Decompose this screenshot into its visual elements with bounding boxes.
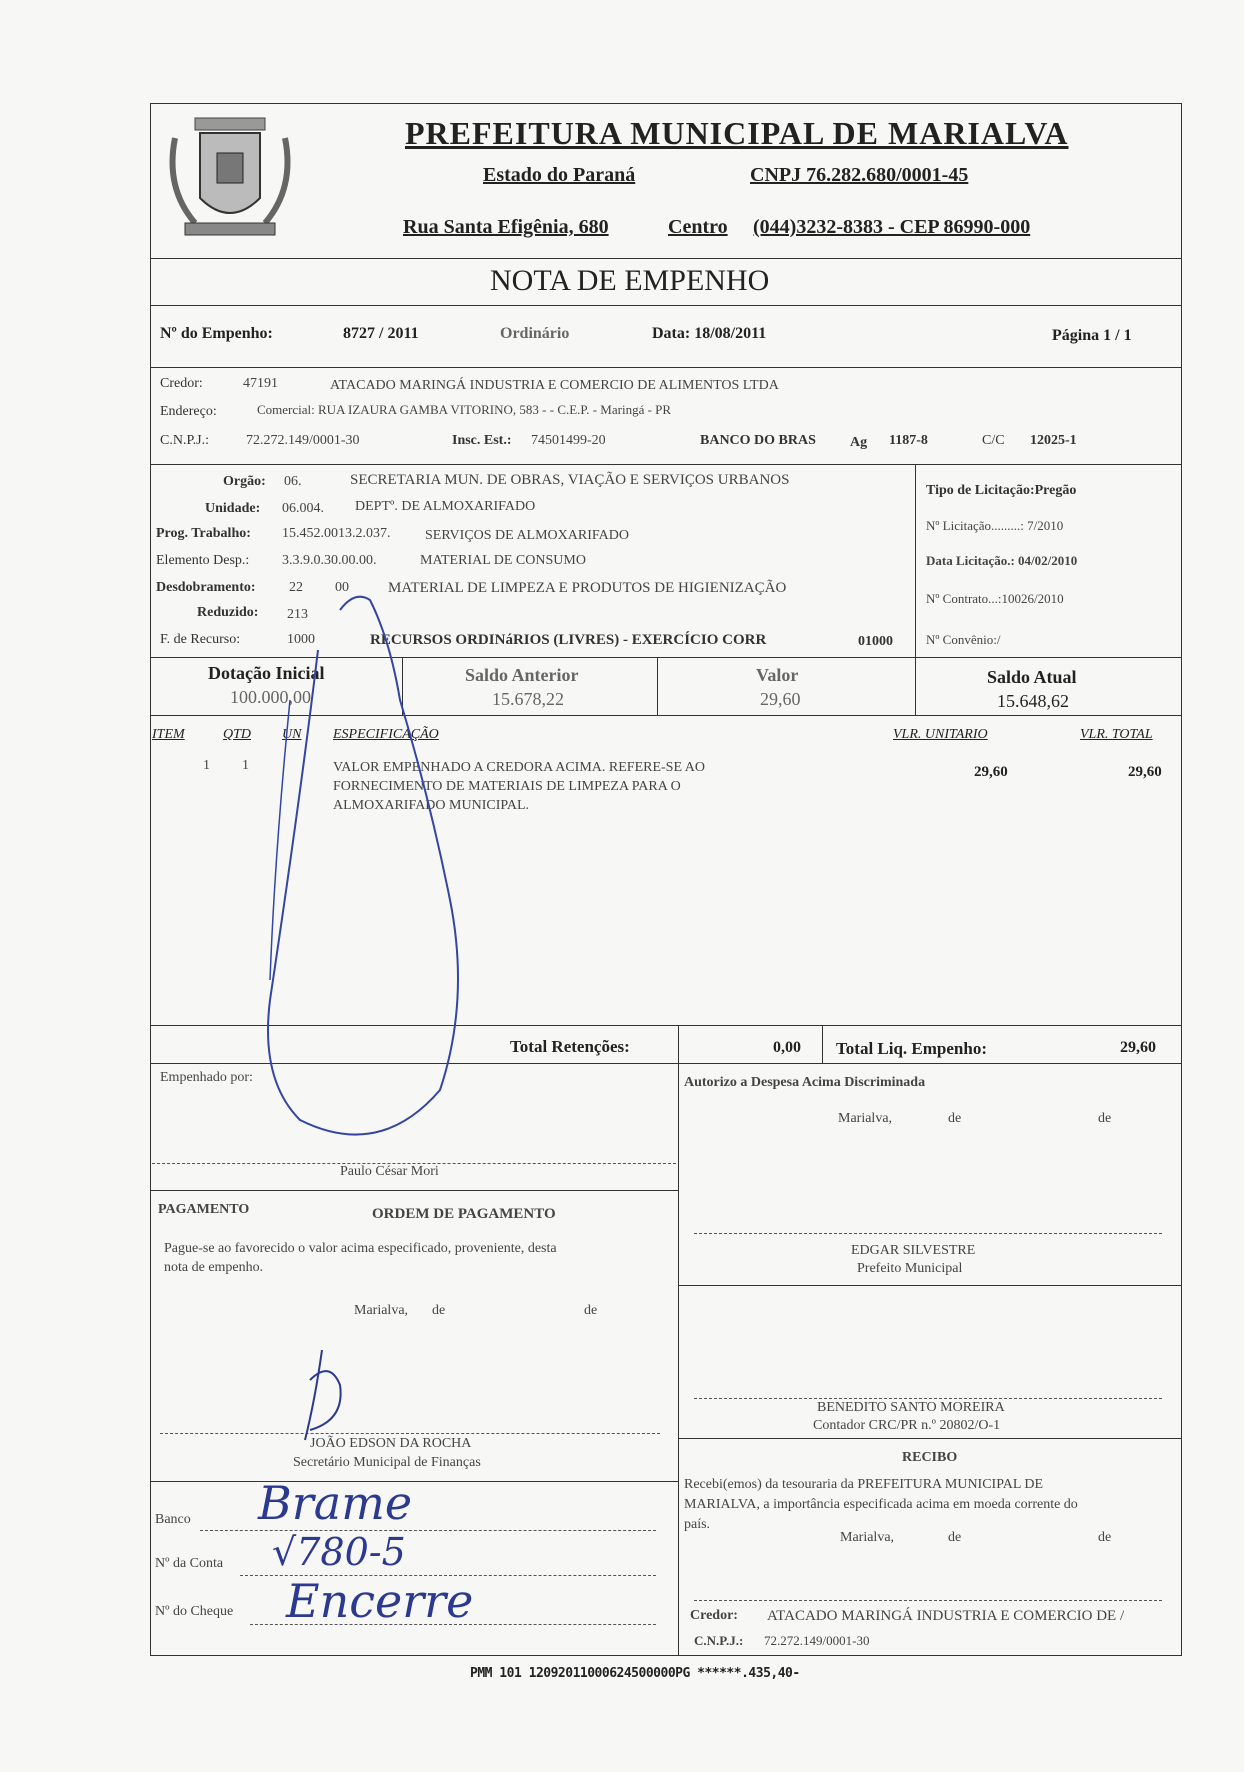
receipt-text-3: país. [684, 1517, 711, 1532]
signature-line [694, 1398, 1162, 1399]
insc-value: 74501499-20 [531, 433, 606, 448]
cheque-label: Nº do Cheque [155, 1604, 234, 1619]
prog-code: 15.452.0013.2.037. [282, 526, 391, 541]
col-item: ITEM [152, 727, 185, 742]
empenho-number: 8727 / 2011 [343, 325, 419, 342]
divider [915, 464, 916, 657]
cheque-handwritten: Encerre [286, 1574, 474, 1628]
divider [150, 715, 1182, 716]
col-unit-value: VLR. UNITARIO [893, 727, 988, 742]
num-licitacao: Nº Licitação.........: 7/2010 [926, 518, 1064, 533]
payment-de-1: de [432, 1303, 446, 1318]
payment-order-title: ORDEM DE PAGAMENTO [372, 1206, 556, 1222]
divider [150, 1025, 1182, 1026]
empenhado-label: Empenhado por: [160, 1070, 253, 1085]
desd-sub: 00 [335, 580, 349, 595]
address: Rua Santa Efigênia, 680 [403, 216, 609, 238]
unidade-desc: DEPTº. DE ALMOXARIFADO [355, 499, 536, 514]
desd-code: 22 [289, 580, 303, 595]
recurso-label: F. de Recurso: [160, 632, 241, 647]
receipt-credor-label: Credor: [690, 1608, 738, 1623]
receipt-cnpj-label: C.N.P.J.: [694, 1633, 744, 1648]
phone-cep: (044)3232-8383 - CEP 86990-000 [753, 216, 1031, 238]
banco-handwritten: Brame [258, 1476, 413, 1530]
banco-line [200, 1530, 656, 1531]
divider [150, 258, 1182, 259]
payment-place: Marialva, [354, 1303, 409, 1318]
desd-label: Desdobramento: [156, 580, 256, 595]
col-un: UN [282, 727, 302, 742]
cc-value: 12025-1 [1030, 433, 1077, 448]
data-licitacao: Data Licitação.: 04/02/2010 [926, 553, 1078, 568]
credor-code: 47191 [243, 376, 278, 391]
unidade-code: 06.004. [282, 501, 324, 516]
endereco-label: Endereço: [160, 404, 217, 419]
reduzido-label: Reduzido: [197, 605, 259, 620]
divider [150, 464, 1182, 465]
saldo-atual-value: 15.648,62 [997, 691, 1069, 711]
total-liquido-value: 29,60 [1120, 1039, 1156, 1056]
empenho-label: Nº do Empenho: [160, 325, 273, 342]
item-desc-line2: FORNECIMENTO DE MATERIAIS DE LIMPEZA PARA O [333, 779, 681, 794]
signature-line [694, 1600, 1162, 1601]
divider [657, 657, 658, 715]
cnpj-label: C.N.P.J.: [160, 433, 210, 448]
mayor-name: EDGAR SILVESTRE [851, 1243, 976, 1258]
receipt-title: RECIBO [902, 1450, 958, 1465]
accountant-name: BENEDITO SANTO MOREIRA [817, 1400, 1005, 1415]
cc-label: C/C [982, 433, 1005, 448]
valor-value: 29,60 [760, 689, 801, 709]
orgao-code: 06. [284, 474, 302, 489]
dotacao-value: 100.000,00 [230, 687, 311, 707]
tipo-licitacao: Tipo de Licitação:Pregão [926, 483, 1077, 498]
total-liquido-label: Total Liq. Empenho: [836, 1039, 987, 1058]
unidade-label: Unidade: [205, 501, 261, 516]
divider [150, 367, 1182, 368]
saldo-anterior-value: 15.678,22 [492, 689, 564, 709]
saldo-anterior-label: Saldo Anterior [465, 665, 579, 685]
credor-name: ATACADO MARINGÁ INDUSTRIA E COMERCIO DE ALIMENTOS LTDA [330, 378, 779, 393]
elem-label: Elemento Desp.: [156, 553, 250, 568]
empenho-type: Ordinário [500, 325, 570, 342]
item-total-price: 29,60 [1128, 764, 1162, 780]
payment-text-2: nota de empenho. [164, 1260, 264, 1275]
autorizo-de-1: de [948, 1111, 962, 1126]
prog-label: Prog. Trabalho: [156, 526, 251, 541]
banco-label: Banco [155, 1512, 191, 1527]
signature-line [160, 1433, 660, 1434]
receipt-de-1: de [948, 1530, 962, 1545]
item-number: 1 [203, 758, 210, 773]
divider [678, 1285, 1182, 1286]
col-spec: ESPECIFICAÇÃO [333, 727, 439, 742]
divider [678, 1025, 679, 1063]
autorizo-text: Autorizo a Despesa Acima Discriminada [684, 1075, 926, 1090]
saldo-atual-label: Saldo Atual [987, 667, 1077, 687]
receipt-place: Marialva, [840, 1530, 895, 1545]
payment-text-1: Pague-se ao favorecido o valor acima especificado, proveniente, desta [164, 1241, 557, 1256]
orgao-label: Orgão: [223, 474, 266, 489]
divider [150, 1190, 678, 1191]
recurso-code: 1000 [287, 632, 315, 647]
secretary-title: Secretário Municipal de Finanças [293, 1455, 481, 1470]
state-name: Estado do Paraná [483, 164, 636, 186]
accountant-title: Contador CRC/PR n.º 20802/O-1 [813, 1418, 1001, 1433]
bank-name: BANCO DO BRAS [700, 433, 816, 448]
elem-desc: MATERIAL DE CONSUMO [420, 553, 586, 568]
page-number: Página 1 / 1 [1052, 327, 1132, 344]
district: Centro [668, 216, 728, 238]
col-total-value: VLR. TOTAL [1080, 727, 1153, 742]
prog-desc: SERVIÇOS DE ALMOXARIFADO [425, 528, 629, 543]
recurso-desc: RECURSOS ORDINáRIOS (LIVRES) - EXERCÍCIO CORR [370, 632, 767, 648]
num-contrato: Nº Contrato...:10026/2010 [926, 591, 1064, 606]
dotacao-label: Dotação Inicial [208, 663, 325, 683]
item-desc-line1: VALOR EMPENHADO A CREDORA ACIMA. REFERE-SE AO [333, 760, 705, 775]
insc-label: Insc. Est.: [452, 433, 512, 448]
receipt-de-2: de [1098, 1530, 1112, 1545]
empenho-date: Data: 18/08/2011 [652, 325, 767, 342]
conta-handwritten: √780-5 [272, 1530, 406, 1574]
divider [678, 1438, 1182, 1439]
cnpj-header: CNPJ 76.282.680/0001-45 [750, 164, 969, 186]
item-qty: 1 [242, 758, 249, 773]
divider [150, 1063, 1182, 1064]
reduzido-code: 213 [287, 607, 308, 622]
secretary-name: JOÃO EDSON DA ROCHA [310, 1436, 472, 1451]
endereco-value: Comercial: RUA IZAURA GAMBA VITORINO, 583 - - C.E.P. - Maringá - PR [257, 402, 672, 417]
divider [915, 657, 916, 715]
agency-value: 1187-8 [889, 433, 928, 448]
signature-line [694, 1233, 1162, 1234]
cnpj-value: 72.272.149/0001-30 [246, 433, 360, 448]
receipt-credor-value: ATACADO MARINGÁ INDUSTRIA E COMERCIO DE / [767, 1608, 1125, 1624]
conta-label: Nº da Conta [155, 1556, 224, 1571]
divider [150, 657, 1182, 658]
mayor-title: Prefeito Municipal [857, 1261, 963, 1276]
payment-title: PAGAMENTO [158, 1202, 250, 1217]
credor-label: Credor: [160, 376, 203, 391]
payment-de-2: de [584, 1303, 598, 1318]
orgao-desc: SECRETARIA MUN. DE OBRAS, VIAÇÃO E SERVIÇOS URBANOS [350, 472, 790, 488]
agency-label: Ag [850, 435, 868, 450]
total-retencoes-value: 0,00 [773, 1039, 801, 1056]
total-retencoes-label: Total Retenções: [510, 1037, 630, 1056]
receipt-cnpj-value: 72.272.149/0001-30 [764, 1633, 870, 1648]
receipt-text-2: MARIALVA, a importância especificada acima em moeda corrente do [684, 1497, 1078, 1512]
valor-label: Valor [756, 665, 799, 685]
receipt-text-1: Recebi(emos) da tesouraria da PREFEITURA MUNICIPAL DE [684, 1477, 1044, 1492]
item-desc-line3: ALMOXARIFADO MUNICIPAL. [333, 798, 530, 813]
divider [150, 305, 1182, 306]
autorizo-place: Marialva, [838, 1111, 893, 1126]
divider [678, 1063, 679, 1656]
divider [822, 1025, 823, 1063]
document-title: NOTA DE EMPENHO [490, 264, 770, 297]
elem-code: 3.3.9.0.30.00.00. [282, 553, 377, 568]
num-convenio: Nº Convênio:/ [926, 632, 1001, 647]
empenhado-name: Paulo César Mori [340, 1164, 439, 1179]
desd-desc: MATERIAL DE LIMPEZA E PRODUTOS DE HIGIENIZAÇÃO [388, 580, 787, 596]
item-unit-price: 29,60 [974, 764, 1008, 780]
col-qtd: QTD [223, 727, 252, 742]
autorizo-de-2: de [1098, 1111, 1112, 1126]
divider [150, 1481, 678, 1482]
institution-title: PREFEITURA MUNICIPAL DE MARIALVA [405, 115, 1069, 151]
coat-of-arms-icon [155, 108, 305, 253]
recurso-num: 01000 [858, 634, 893, 649]
divider [402, 657, 403, 715]
footer-code: PMM 101 12092011000624500000PG ******.435,40- [470, 1666, 800, 1681]
